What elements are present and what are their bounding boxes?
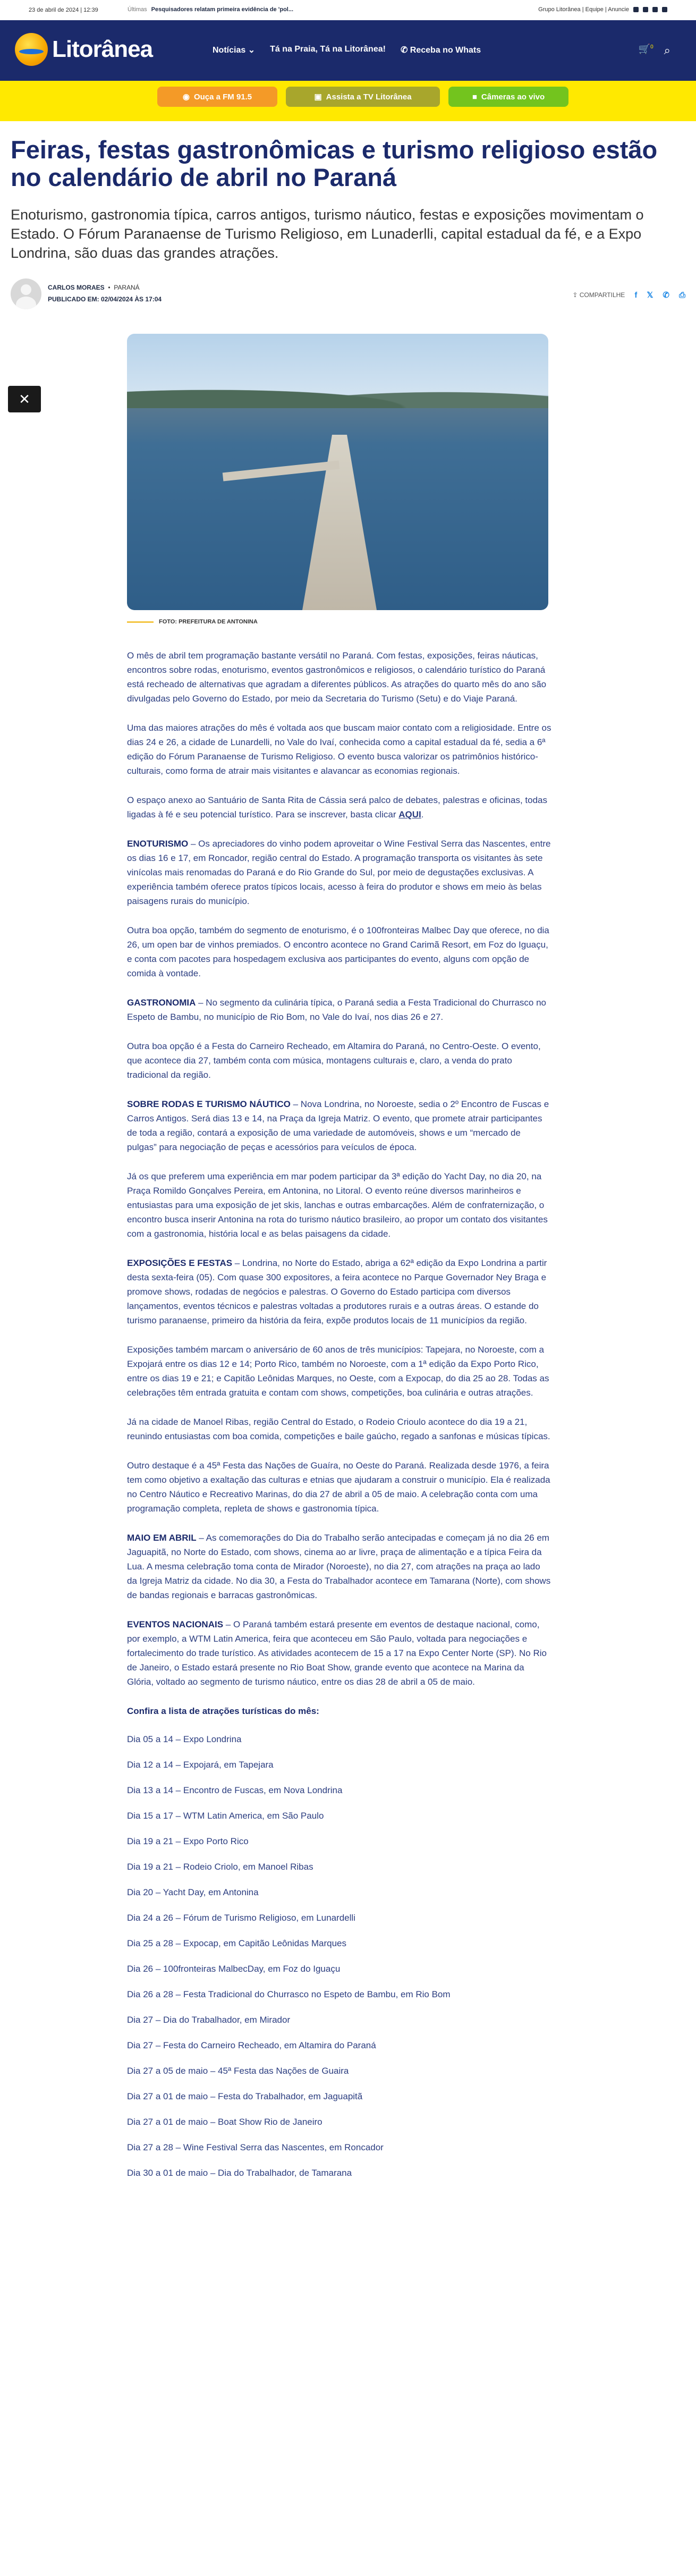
nav-noticias[interactable]: Notícias ⌄ xyxy=(213,46,256,55)
article-body xyxy=(127,648,552,2192)
paragraph: Exposições também marcam o aniversário de 60 anos de três municípios: Tapejara, no Noroeste, com a Expojará entre os dias 12 e 14; Porto Rico, também no Noroeste, com a 1ª edição da Expo Porto Rico, entre os dias 19 e 21; e Capitão Leônidas Marques, no Oeste, com a Expocap, do dia 25 ao 28. Todas as celebrações têm entrada gratuita e contam com shows, competições, boa culinária e outras atrações. xyxy=(127,1345,549,1398)
print-icon[interactable]: ⎙ xyxy=(678,290,685,300)
list-item: Dia 05 a 14 – Expo Londrina xyxy=(127,1734,242,1744)
main-nav xyxy=(213,45,481,55)
list-item: Dia 15 a 17 – WTM Latin America, em São Paulo xyxy=(127,1811,324,1821)
top-bar xyxy=(0,0,696,21)
paragraph: O mês de abril tem programação bastante versátil no Paraná. Com festas, exposições, feiras náuticas, encontros sobre rodas, enoturismo, eventos gastronômicos e religiosos, o calendário turístico do Paraná está recheado de alternativas que agradam a diferentes públicos. As atrações do quarto mês do ano são divulgadas pelo Governo do Estado, por meio da Secretaria do Turismo (Setu) e do Viaje Paraná. xyxy=(127,651,547,704)
paragraph: Uma das maiores atrações do mês é voltada aos que buscam maior contato com a religiosidade. Entre os dias 24 e 26, a cidade de Lunardelli, no Vale do Ivaí, conhecida como a capital estadual da fé, sedia a 6ª edição do Fórum Paranaense de Turismo Religioso. O evento busca valorizar os patrimônios histórico-culturais, como forma de atrair mais visitantes e alavancar as economias regionais. xyxy=(127,723,551,776)
photo-caption xyxy=(127,619,258,625)
photo-pier xyxy=(302,435,377,610)
top-links xyxy=(538,6,667,13)
paragraph: Outra boa opção, também do segmento de enoturismo, é o 100fronteiras Malbec Day que oferece, no dia 26, um open bar de vinhos premiados. O encontro acontece no Grand Carimã Resort, em Foz do Iguaçu, e conta com pacotes para hospedagem exclusiva aos participantes do evento, alguns com opção de comida à vontade. xyxy=(127,925,549,978)
publish-date: PUBLICADO EM: 02/04/2024 ÀS 17:04 xyxy=(48,295,162,303)
list-item: Dia 12 a 14 – Expojará, em Tapejara xyxy=(127,1760,274,1770)
share-facebook-icon[interactable]: f xyxy=(634,290,638,300)
paragraph: EVENTOS NACIONAIS – O Paraná também estará presente em eventos de destaque nacional, como, por exemplo, a WTM Latin America, feira que aconteceu em São Paulo, voltada para negociações e fortalecimento do trade turístico. As atividades acontecem de 15 a 17 na Expo Center Norte (SP). No Rio de Janeiro, o Estado estará presente no Rio Boat Show, grande evento que acontece na Marina da Glória, voltado ao segmento de turismo náutico, entre os dias 28 de abril a 05 de maio. xyxy=(127,1619,547,1687)
list-item: Dia 25 a 28 – Expocap, em Capitão Leônidas Marques xyxy=(127,1938,346,1948)
nav-ta-na-praia[interactable]: Tá na Praia, Tá na Litorânea! xyxy=(270,45,386,54)
list-item: Dia 24 a 26 – Fórum de Turismo Religioso, em Lunardelli xyxy=(127,1913,355,1923)
close-icon: ✕ xyxy=(19,391,30,407)
whatsapp-icon: ✆ xyxy=(400,46,410,55)
logo-text: Litorânea xyxy=(52,36,153,62)
paragraph: GASTRONOMIA – No segmento da culinária típica, o Paraná sedia a Festa Tradicional do Churrasco no Espeto de Bambu, no município de Rio Bom, no Vale do Ivaí, nos dias 26 e 27. xyxy=(127,998,546,1022)
share-bar xyxy=(572,290,685,300)
camera-icon: ■ xyxy=(472,92,477,102)
list-item: Dia 30 a 01 de maio – Dia do Trabalhador, de Tamarana xyxy=(127,2168,352,2178)
share-label-text: COMPARTILHE xyxy=(579,291,625,299)
list-item: Dia 27 a 28 – Wine Festival Serra das Nascentes, em Roncador xyxy=(127,2142,384,2152)
logo-mark-icon xyxy=(15,33,48,66)
top-links-text[interactable]: Grupo Litorânea | Equipe | Anuncie xyxy=(538,6,629,13)
list-item: Dia 26 – 100fronteiras MalbecDay, em Foz do Iguaçu xyxy=(127,1964,341,1974)
news-ticker xyxy=(128,6,293,13)
live-cameras-label: Câmeras ao vivo xyxy=(481,92,545,102)
photo-hills xyxy=(127,376,548,408)
photo-pier-branch xyxy=(223,461,339,482)
listen-fm-button[interactable] xyxy=(157,87,277,107)
paragraph: O espaço anexo ao Santuário de Santa Rita de Cássia será palco de debates, palestras e oficinas, todas ligadas à fé e seu potencial turístico. Para se inscrever, basta clicar AQUI. xyxy=(127,795,547,820)
category-link[interactable]: PARANÁ xyxy=(114,284,140,291)
share-twitter-icon[interactable]: 𝕏 xyxy=(647,291,653,300)
youtube-icon[interactable] xyxy=(662,7,667,12)
media-pills xyxy=(157,87,568,107)
author-block xyxy=(11,278,685,310)
avatar xyxy=(11,278,41,309)
radio-icon: ◉ xyxy=(182,92,190,102)
subscribe-link[interactable]: AQUI xyxy=(398,809,421,820)
article-title: Feiras, festas gastronômicas e turismo religioso estão no calendário de abril no Paraná xyxy=(11,136,658,191)
twitter-icon[interactable] xyxy=(643,7,648,12)
nav-whatsapp[interactable] xyxy=(401,45,481,55)
list-item: Dia 27 a 05 de maio – 45ª Festa das Nações de Guaira xyxy=(127,2066,349,2076)
paragraph: MAIO EM ABRIL – As comemorações do Dia do Trabalho serão antecipadas e começam já no dia 26 em Jaguapitã, no Norte do Estado, com shows, cinema ao ar livre, praça de alimentação e a típica Feira da Lua. A mesma celebração toma conta de Mirador (Noroeste), no dia 27, com atrações na praça ao lado da Igreja Matriz da cidade. No dia 30, a Festa do Trabalhador acontece em Tamarana (Norte), com shows de bandas regionais e barracas gastronômicas. xyxy=(127,1533,551,1600)
instagram-icon[interactable] xyxy=(652,7,658,12)
list-item: Dia 19 a 21 – Expo Porto Rico xyxy=(127,1836,249,1846)
close-ad-button[interactable] xyxy=(8,386,41,412)
ticker-label: Últimas xyxy=(128,6,147,13)
ticker-headline-link[interactable]: Pesquisadores relatam primeira evidência de 'pol... xyxy=(151,6,294,13)
list-item: Dia 13 a 14 – Encontro de Fuscas, em Nova Londrina xyxy=(127,1785,343,1795)
list-item: Dia 19 a 21 – Rodeio Criolo, em Manoel Ribas xyxy=(127,1862,313,1872)
current-date: 23 de abril de 2024 | 12:39 xyxy=(29,7,98,13)
article-subtitle: Enoturismo, gastronomia típica, carros antigos, turismo náutico, festas e exposições movimentam o Estado. O Fórum Paranaense de Turismo Religioso, em Lunaderlli, capital estadual da fé, e a Expo Londrina, são duas das grandes atrações. xyxy=(11,207,644,261)
live-cameras-button[interactable] xyxy=(448,87,568,107)
tv-icon: ▣ xyxy=(314,92,322,102)
author-name: CARLOS MORAES xyxy=(48,284,105,291)
list-item: Dia 27 – Dia do Trabalhador, em Mirador xyxy=(127,2015,291,2025)
watch-tv-label: Assista a TV Litorânea xyxy=(326,92,412,102)
site-logo[interactable] xyxy=(15,33,152,66)
event-list xyxy=(127,1733,552,2180)
paragraph: EXPOSIÇÕES E FESTAS – Londrina, no Norte do Estado, abriga a 62ª edição da Expo Londrina a partir desta sexta-feira (05). Com quase 300 expositores, a feira acontece no Parque Governador Ney Braga e promove shows, rodadas de negócios e palestras. O Governo do Estado participa com diversos lançamentos, eventos técnicos e palestras voltadas a produtores rurais e a outras áreas. O estande do turismo paranaense, primeiro da história da feira, expõe produtos locais de 11 municípios da região. xyxy=(127,1258,547,1325)
photo-credit: FOTO: PREFEITURA DE ANTONINA xyxy=(159,619,258,625)
paragraph: ENOTURISMO – Os apreciadores do vinho podem aproveitar o Wine Festival Serra das Nascentes, entre os dias 16 e 17, em Roncador, região central do Estado. A programação transporta os visitantes às sete vinícolas mais renomadas do Paraná e do Rio Grande do Sul, por meio de degustações exclusivas. A experiência também oferece pratos típicos locais, acesso à feira do produtor e shows em meio às belas paisagens rurais do município. xyxy=(127,839,551,906)
cart-icon[interactable]: 🛒$^0$ xyxy=(638,44,653,54)
facebook-icon[interactable] xyxy=(633,7,639,12)
share-label xyxy=(572,291,625,299)
list-item: Dia 27 a 01 de maio – Festa do Trabalhador, em Jaguapitã xyxy=(127,2091,363,2101)
article-photo xyxy=(127,334,548,610)
list-item: Dia 27 a 01 de maio – Boat Show Rio de Janeiro xyxy=(127,2117,322,2127)
paragraph: SOBRE RODAS E TURISMO NÁUTICO – Nova Londrina, no Noroeste, sedia o 2º Encontro de Fuscas e Carros Antigos. Será dias 13 e 14, na Praça da Igreja Matriz. O evento, que promete atrair participantes de toda a região, contará a exposição de uma variedade de automóveis, shows e um “mercado de pulgas” para negociação de peças e acessórios para veículos de época. xyxy=(127,1099,549,1152)
list-item: Dia 20 – Yacht Day, em Antonina xyxy=(127,1887,259,1897)
list-title: Confira a lista de atrações turísticas do mês: xyxy=(127,1706,319,1716)
nav-whatsapp-label: Receba no Whats xyxy=(410,46,481,55)
search-icon[interactable]: ⌕ xyxy=(664,44,670,57)
listen-fm-label: Ouça a FM 91.5 xyxy=(193,92,252,102)
paragraph: Outra boa opção é a Festa do Carneiro Recheado, em Altamira do Paraná, no Centro-Oeste. O evento, que acontece dia 27, também conta com música, montagens culturais e, claro, a venda do prato tradicional da região. xyxy=(127,1041,541,1080)
share-icon: ⇪ xyxy=(572,291,580,299)
byline: CARLOS MORAES • PARANÁ xyxy=(48,284,140,291)
header-icons xyxy=(639,44,670,57)
paragraph: Já na cidade de Manoel Ribas, região Central do Estado, o Rodeio Crioulo acontece do dia 19 a 21, reunindo entusiastas com boa comida, competições e baile gaúcho, regado a sanfonas e músicas típicas. xyxy=(127,1417,550,1441)
list-item: Dia 26 a 28 – Festa Tradicional do Churrasco no Espeto de Bambu, em Rio Bom xyxy=(127,1989,451,1999)
author-link[interactable] xyxy=(48,284,105,291)
list-item: Dia 27 – Festa do Carneiro Recheado, em Altamira do Paraná xyxy=(127,2040,376,2050)
watch-tv-button[interactable] xyxy=(286,87,440,107)
paragraph: Já os que preferem uma experiência em mar podem participar da 3ª edição do Yacht Day, no dia 20, na Praça Romildo Gonçalves Pereira, em Antonina, no Litoral. O evento reúne diversos marinheiros e entusiastas para uma exposição de jet skis, lanchas e outras embarcações. Além de confraternização, o encontro busca inserir Antonina na rota do turismo náutico brasileiro, ao propor um contato dos visitantes com a gastronomia, história local e as belas paisagens da cidade. xyxy=(127,1171,548,1239)
cart-count: 0 xyxy=(650,44,653,50)
site-header xyxy=(0,20,696,81)
share-whatsapp-icon[interactable]: ✆ xyxy=(663,291,669,300)
caption-accent xyxy=(127,621,154,623)
paragraph: Outro destaque é a 45ª Festa das Nações de Guaíra, no Oeste do Paraná. Realizada desde 1976, a feira tem como objetivo a exaltação das culturas e etnias que ajudaram a construir o município. Ela é realizada no Centro Náutico e Recreativo Marinas, do dia 27 de abril a 05 de maio. A celebração conta com uma programação completa, repleta de shows e gastronomia típica. xyxy=(127,1460,550,1514)
